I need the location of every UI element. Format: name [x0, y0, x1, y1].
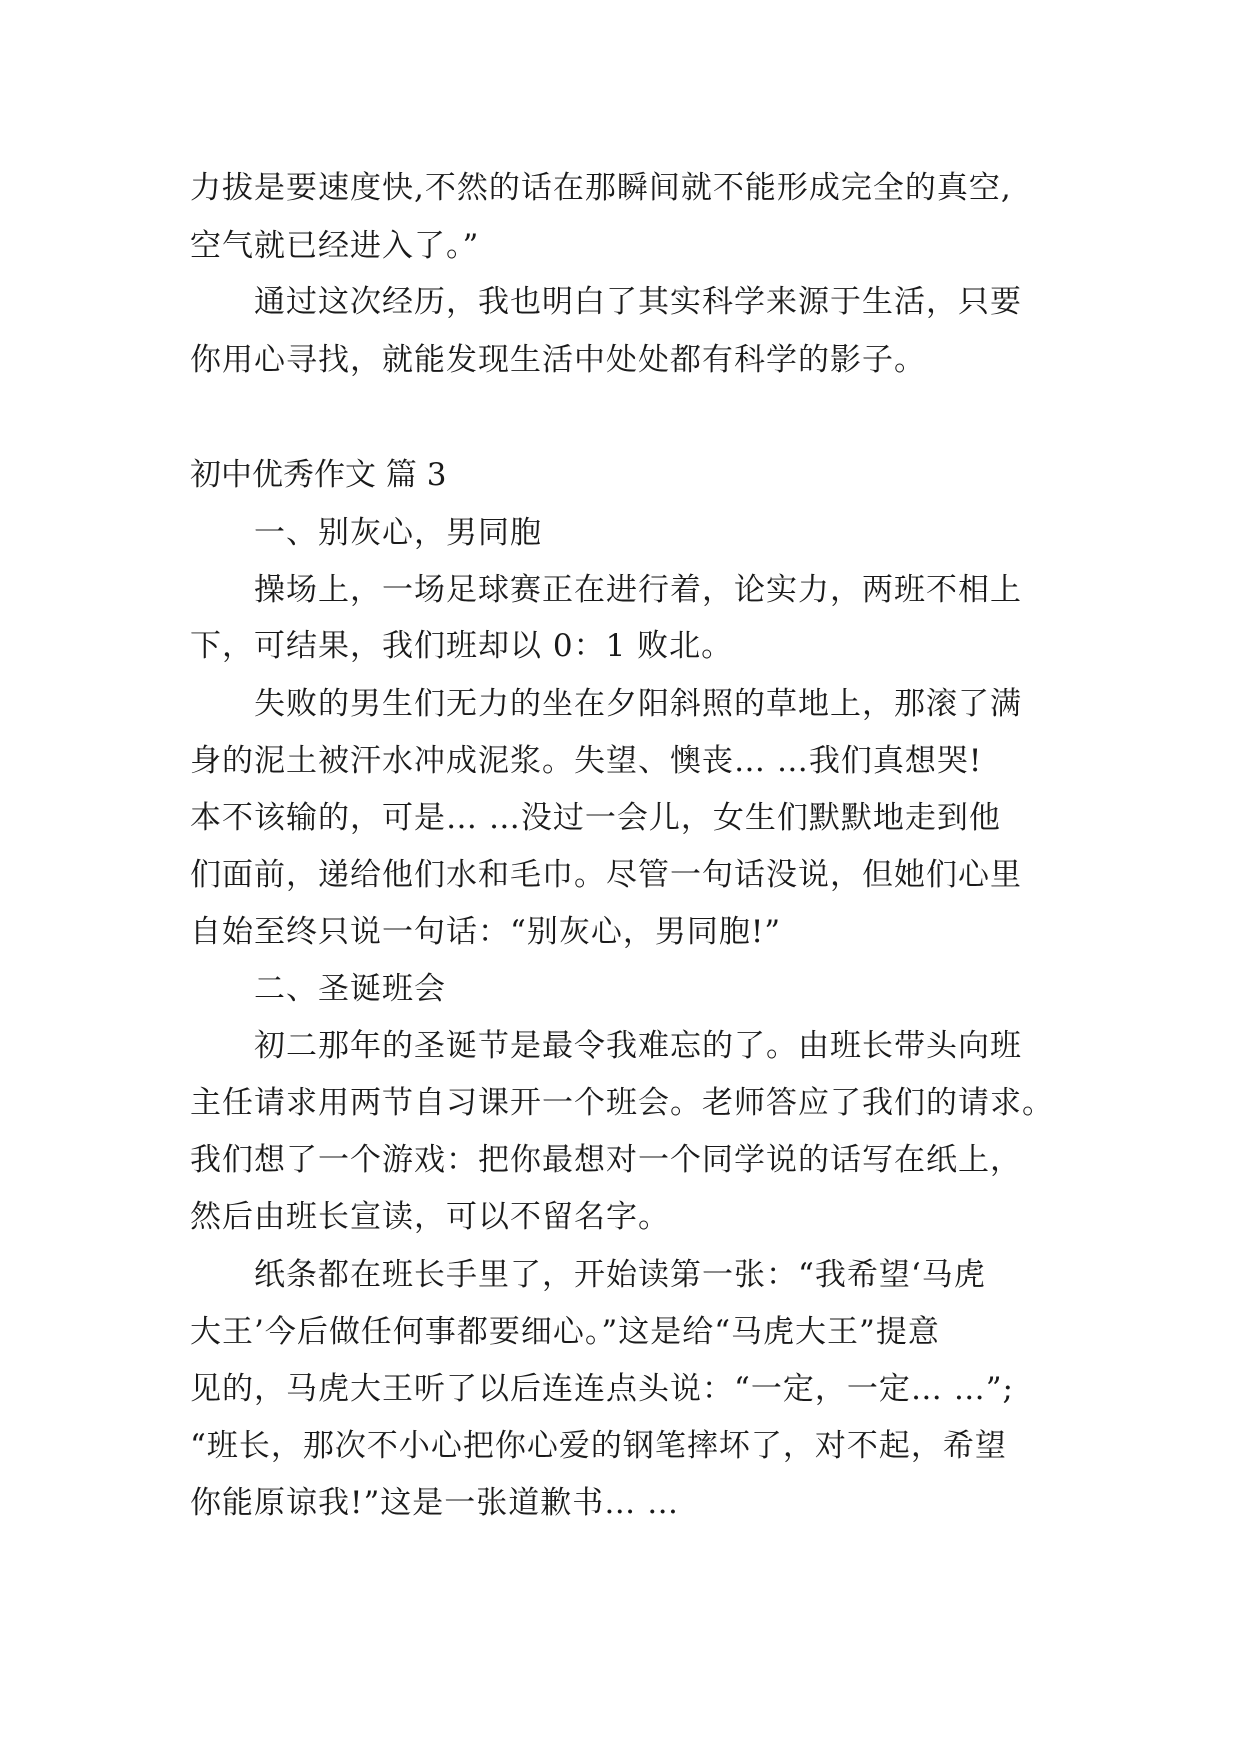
paragraph-line: 主任请求用两节自习课开一个班会。老师答应了我们的请求。: [190, 1085, 1054, 1121]
paragraph-line: 我们想了一个游戏：把你最想对一个同学说的话写在纸上，: [190, 1142, 1022, 1178]
paragraph-line: 见的，马虎大王听了以后连连点头说：“一定，一定… …”;: [190, 1371, 1014, 1407]
paragraph-line: 大王’今后做任何事都要细心。”这是给“马虎大王”提意: [190, 1314, 940, 1350]
paragraph-line: 身的泥土被汗水冲成泥浆。失望、懊丧… …我们真想哭!: [190, 743, 983, 779]
paragraph-line: 操场上，一场足球赛正在进行着，论实力，两班不相上: [254, 572, 1022, 608]
paragraph-line: “班长，那次不小心把你心爱的钢笔摔坏了，对不起，希望: [190, 1428, 1007, 1464]
paragraph-line: 自始至终只说一句话：“别灰心，男同胞!”: [190, 914, 782, 950]
paragraph-line: 你能原谅我!”这是一张道歉书… …: [190, 1485, 680, 1521]
section-title: 初中优秀作文 篇 3: [190, 457, 447, 493]
paragraph-line: 们面前，递给他们水和毛巾。尽管一句话没说，但她们心里: [190, 857, 1022, 893]
paragraph-line: 纸条都在班长手里了，开始读第一张：“我希望‘马虎: [254, 1257, 986, 1293]
paragraph-line: 力拔是要速度快,不然的话在那瞬间就不能形成完全的真空,: [190, 170, 1012, 206]
paragraph-line: 本不该输的，可是… …没过一会儿，女生们默默地走到他: [190, 800, 1001, 836]
paragraph-line: 通过这次经历，我也明白了其实科学来源于生活，只要: [254, 284, 1022, 320]
subheading: 二、圣诞班会: [254, 971, 446, 1007]
paragraph-line: 然后由班长宣读，可以不留名字。: [190, 1199, 670, 1235]
paragraph-line: 失败的男生们无力的坐在夕阳斜照的草地上，那滚了满: [254, 686, 1022, 722]
paragraph-line: 下，可结果，我们班却以 0：1 败北。: [190, 628, 734, 664]
paragraph-line: 你用心寻找，就能发现生活中处处都有科学的影子。: [190, 342, 926, 378]
subheading: 一、别灰心，男同胞: [254, 515, 542, 551]
paragraph-line: 空气就已经进入了。”: [190, 228, 480, 264]
paragraph-line: 初二那年的圣诞节是最令我难忘的了。由班长带头向班: [254, 1028, 1022, 1064]
